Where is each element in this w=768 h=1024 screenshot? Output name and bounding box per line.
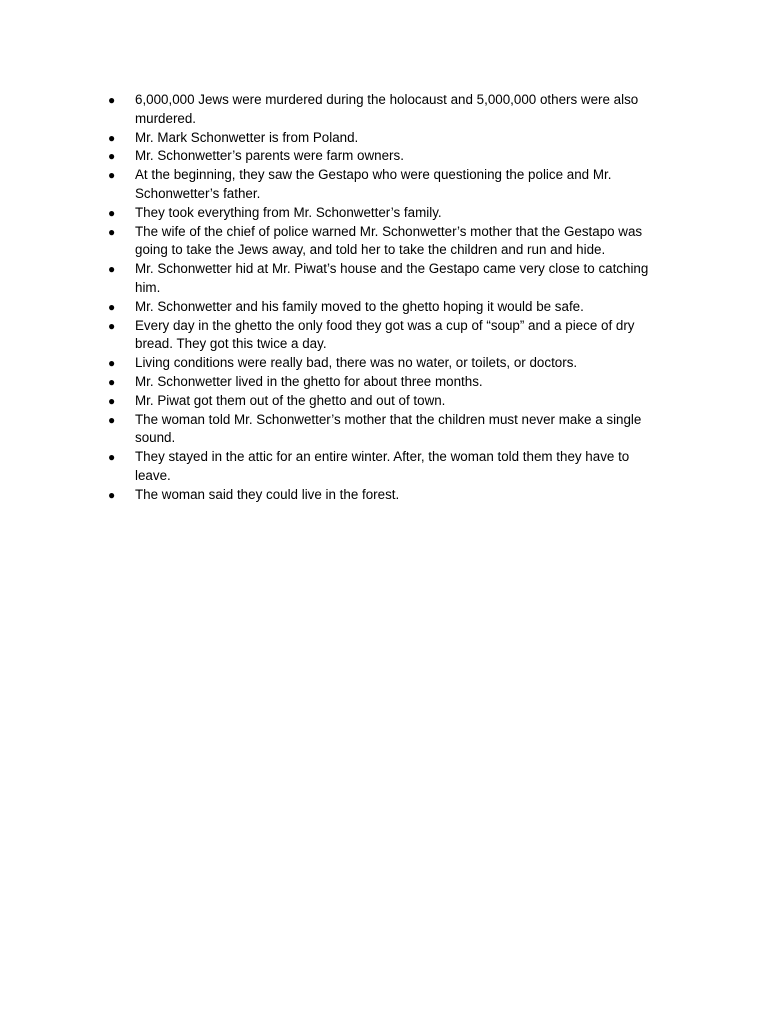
bullet-icon: ● <box>108 450 116 465</box>
bullet-icon: ● <box>108 299 116 314</box>
list-item <box>108 354 668 373</box>
list-item-text: The woman said they could live in the forest. <box>135 486 400 502</box>
bullet-icon: ● <box>108 149 116 164</box>
list-item-text: Mr. Schonwetter lived in the ghetto for about three months. <box>135 373 483 389</box>
list-item-text: They stayed in the attic for an entire winter. After, the woman told them they have to leave. <box>135 449 630 483</box>
list-item-text: Mr. Schonwetter’s parents were farm owners. <box>135 148 404 164</box>
list-item-text: At the beginning, they saw the Gestapo who were questioning the police and Mr. Schonwetter’s father. <box>135 167 612 201</box>
bullet-icon: ● <box>108 393 116 408</box>
bullet-icon: ● <box>108 130 116 145</box>
list-item <box>108 411 668 449</box>
list-item <box>108 129 668 148</box>
list-item <box>108 166 668 204</box>
bullet-icon: ● <box>108 487 116 502</box>
bullet-icon: ● <box>108 205 116 220</box>
list-item <box>108 223 668 261</box>
list-item <box>108 204 668 223</box>
list-item <box>108 373 668 392</box>
bullet-icon: ● <box>108 318 116 333</box>
list-item <box>108 91 668 129</box>
list-item-text: Living conditions were really bad, there was no water, or toilets, or doctors. <box>135 355 578 371</box>
bullet-icon: ● <box>108 262 116 277</box>
list-item <box>108 486 668 505</box>
bullet-icon: ● <box>108 168 116 183</box>
list-item <box>108 317 668 355</box>
bullet-icon: ● <box>108 374 116 389</box>
list-item-text: Mr. Schonwetter hid at Mr. Piwat’s house and the Gestapo came very close to catching him. <box>135 261 649 295</box>
list-item-text: The woman told Mr. Schonwetter’s mother that the children must never make a single sound. <box>135 411 642 446</box>
list-item-text: Mr. Schonwetter and his family moved to the ghetto hoping it would be safe. <box>135 298 584 314</box>
list-item <box>108 392 668 411</box>
list-item <box>108 298 668 317</box>
bullet-icon: ● <box>108 93 116 107</box>
list-item-text: Mr. Mark Schonwetter is from Poland. <box>135 129 359 145</box>
list-item-text: They took everything from Mr. Schonwetter’s family. <box>135 204 442 220</box>
bullet-icon: ● <box>108 412 116 427</box>
list-item <box>108 448 668 486</box>
list-item <box>108 260 668 298</box>
bullet-icon: ● <box>108 356 116 371</box>
bullet-icon: ● <box>108 224 116 239</box>
list-item-text: 6,000,000 Jews were murdered during the holocaust and 5,000,000 others were also murdered. <box>135 92 639 126</box>
list-item-text: Mr. Piwat got them out of the ghetto and out of town. <box>135 392 446 408</box>
list-item-text: The wife of the chief of police warned Mr. Schonwetter’s mother that the Gestapo was going to take the Jews away, and told her to take the children and run and hide. <box>135 223 643 258</box>
list-item-text: Every day in the ghetto the only food they got was a cup of “soup” and a piece of dry bread. They got this twice a day. <box>135 317 635 352</box>
list-item <box>108 147 668 166</box>
bullet-list <box>108 91 668 505</box>
